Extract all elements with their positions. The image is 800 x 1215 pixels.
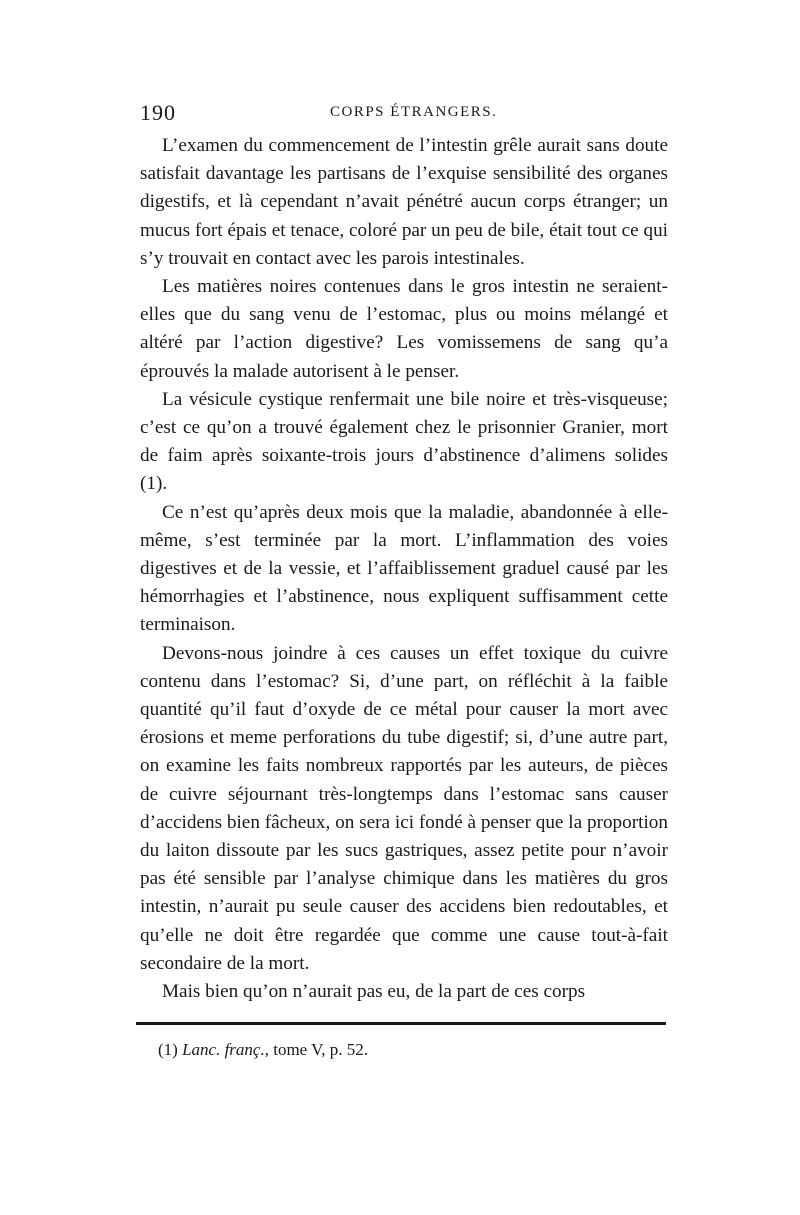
running-title: CORPS ÉTRANGERS. <box>330 104 498 120</box>
paragraph: Ce n’est qu’après deux mois que la maladie, abandonnée à elle-même, s’est terminée par la mort. L’inflammation des voies digestives et de la vessie, et l’affaiblissement graduel causé par les hémorrhagies et l’abstinence, nous expliquent suffisamment cette terminaison. <box>140 501 668 636</box>
footnote <box>158 1040 368 1060</box>
paragraph: Devons-nous joindre à ces causes un effet toxique du cuivre contenu dans l’estomac? Si, d’une part, on réfléchit à la faible quantité qu’il faut d’oxyde de ce métal pour causer la mort avec érosions et meme perforations du tube digestif; si, d’une autre part, on examine les faits nombreux rapportés par les auteurs, de pièces de cuivre séjournant très-longtemps dans l’estomac sans causer d’accidens bien fâcheux, on sera ici fondé à penser que la proportion du laiton dissoute par les sucs gastriques, assez petite pour n’avoir pas été sensible par l’analyse chimique dans les matières du gros intestin, n’aurait pu seule causer des accidens bien redoutables, et qu’elle ne doit être regardée que comme une cause tout-à-fait secondaire de la mort. <box>140 642 668 974</box>
paragraph: Mais bien qu’on n’aurait pas eu, de la part de ces corps <box>162 981 586 1003</box>
paragraph: Les matières noires contenues dans le gros intestin ne seraient-elles que du sang venu de l’estomac, plus ou moins mélangé et altéré par l’action digestive? Les vomissemens de sang qu’a éprouvés la malade autorisent à le penser. <box>140 276 668 382</box>
body-text <box>140 132 668 1006</box>
footnote-marker: (1) <box>158 1040 178 1059</box>
footnote-reference: , tome V, p. 52. <box>264 1040 368 1059</box>
paragraph: L’examen du commencement de l’intestin grêle aurait sans doute satisfait davantage les partisans de l’exquise sensibilité des organes digestifs, et là cependant n’avait pénétré aucun corps étranger; un mucus fort épais et tenace, coloré par un peu de bile, était tout ce qui s’y trouvait en contact avec les parois intestinales. <box>140 135 668 269</box>
footnote-rule <box>136 1022 666 1025</box>
footnote-source: Lanc. franç. <box>182 1040 265 1059</box>
paragraph: La vésicule cystique renfermait une bile noire et très-visqueuse; c’est ce qu’on a trouvé également chez le prisonnier Granier, mort de faim après soixante-trois jours d’abstinence d’alimens solides (1). <box>140 388 668 495</box>
running-head <box>140 100 668 126</box>
page-number: 190 <box>140 100 176 125</box>
